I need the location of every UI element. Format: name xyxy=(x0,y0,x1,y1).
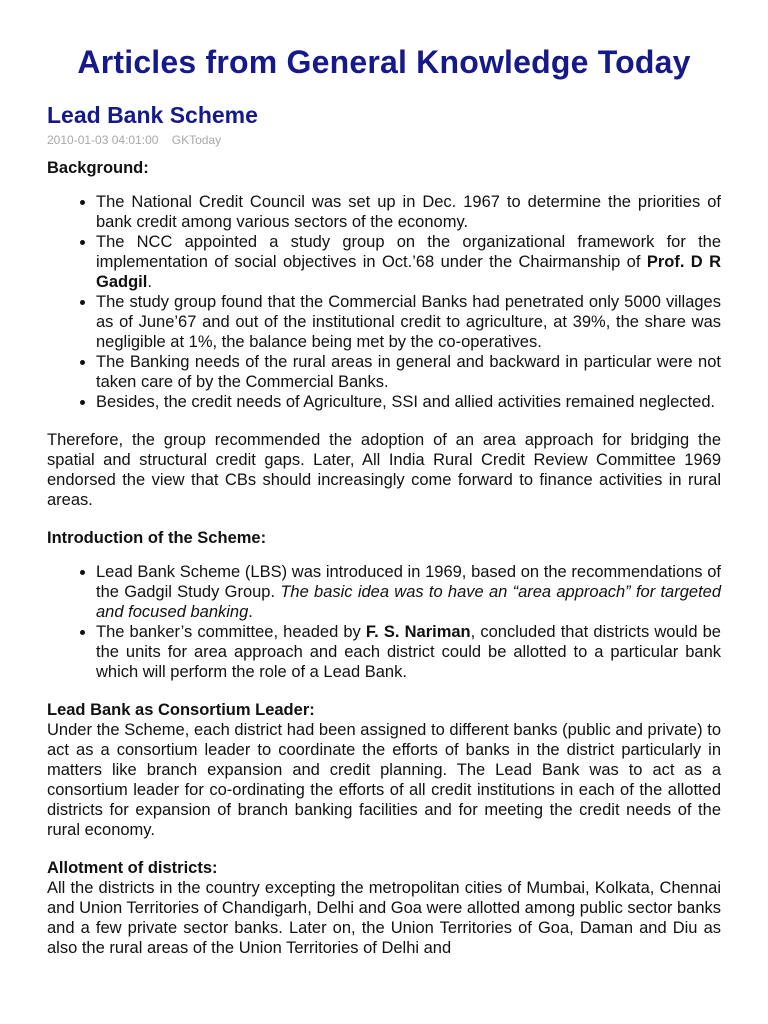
list-item-text: . xyxy=(147,273,152,291)
list-item-text: The banker’s committee, headed by xyxy=(96,623,366,641)
allotment-paragraph: All the districts in the country excepting the metropolitan cities of Mumbai, Kolkata, Chennai and Union Territories of Chandigarh, Delhi and Goa were allotted among public sector banks and a few private sector banks. Later on, the Union Territories of Goa, Daman and Diu as also the rural areas of the Union Territories of Delhi and xyxy=(47,879,721,957)
list-item: • The study group found that the Commercial Banks had penetrated only 5000 villages as of June’67 and out of the institutional credit to agriculture, at 39%, the share was negligible at 1%, the balance being met by the co-operatives. xyxy=(96,292,721,352)
list-item xyxy=(96,562,721,622)
list-item: • The Banking needs of the rural areas in general and backward in particular were not taken care of by the Commercial Banks. xyxy=(96,352,721,392)
list-item-text: Lead Bank Scheme (LBS) was introduced in 1969, based on the recommendations of the Gadgil Study Group. xyxy=(96,563,721,601)
article-author: GKToday xyxy=(171,133,222,147)
background-list xyxy=(47,192,721,412)
article-content xyxy=(47,100,721,958)
area-approach-quote: The basic idea was to have an “area approach” for targeted and focused banking xyxy=(96,583,722,621)
introduction-list xyxy=(47,562,721,682)
list-item xyxy=(96,622,721,682)
list-item-text: , concluded that districts would be the units for area approach and each district could be allotted to a particular bank which will perform the role of a Lead Bank. xyxy=(96,623,721,681)
list-item-text: . xyxy=(248,603,253,621)
committee-head-name: F. S. Nariman xyxy=(365,623,471,641)
article-meta xyxy=(47,132,721,148)
article-date: 2010-01-03 04:01:00 xyxy=(47,133,159,147)
allotment-heading: Allotment of districts: xyxy=(47,859,218,877)
list-item-text: The NCC appointed a study group on the organizational framework for the implementation of social objectives in Oct.’68 under the Chairmanship of xyxy=(96,233,721,271)
list-item: • Besides, the credit needs of Agriculture, SSI and allied activities remained neglected. xyxy=(96,392,721,412)
list-item: • The National Credit Council was set up in Dec. 1967 to determine the priorities of bank credit among various sectors of the economy. xyxy=(96,192,721,232)
introduction-heading: Introduction of the Scheme: xyxy=(47,529,267,547)
background-heading: Background: xyxy=(47,159,149,177)
consortium-paragraph: Under the Scheme, each district had been assigned to different banks (public and private) to act as a consortium leader to coordinate the efforts of banks in the district particularly in matters like branch expansion and credit planning. The Lead Bank was to act as a consortium leader for co-ordinating the efforts of all credit institutions in each of the allotted districts for expansion of branch banking facilities and for meeting the credit needs of the rural economy. xyxy=(47,721,721,839)
background-paragraph: Therefore, the group recommended the adoption of an area approach for bridging the spatial and structural credit gaps. Later, All India Rural Credit Review Committee 1969 endorsed the view that CBs should increasingly come forward to finance activities in rural areas. xyxy=(47,431,721,509)
consortium-heading: Lead Bank as Consortium Leader: xyxy=(47,701,315,719)
chairman-name: Prof. D R Gadgil xyxy=(96,253,722,291)
list-item xyxy=(96,232,721,292)
article-title[interactable]: Lead Bank Scheme xyxy=(47,102,258,128)
site-title: Articles from General Knowledge Today xyxy=(77,44,691,80)
